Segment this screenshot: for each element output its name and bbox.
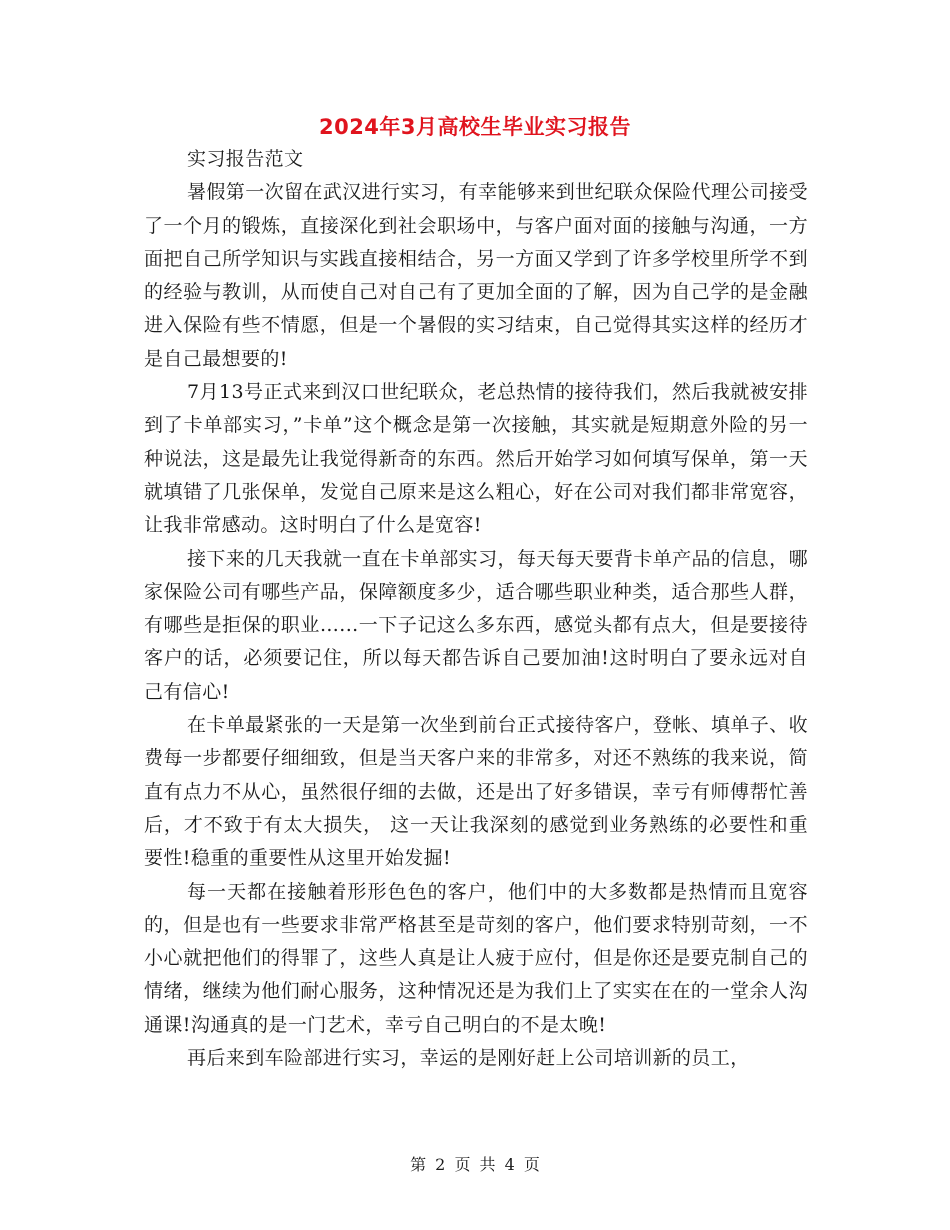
paragraph: 暑假第一次留在武汉进行实习，有幸能够来到世纪联众保险代理公司接受了一个月的锻炼，直接深化到社会职场中，与客户面对面的接触与沟通，一方面把自己所学知识与实践直接相结合，另一方面又学到了许多学校里所学不到的经验与教训，从而使自己对自己有了更加全面的了解，因为自己学的是金融进入保险有些不情愿，但是一个暑假的实习结束，自己觉得其实这样的经历才是自己最想要的! (144, 181, 808, 370)
document-title: 2024年3月高校生毕业实习报告 (318, 115, 632, 139)
paragraph: 每一天都在接触着形形色色的客户，他们中的大多数都是热情而且宽容的，但是也有一些要求非常严格甚至是苛刻的客户，他们要求特别苛刻，一不小心就把他们的得罪了，这些人真是让人疲于应付，但是你还是要克制自己的情绪，继续为他们耐心服务，这种情况还是为我们上了实实在在的一堂余人沟通课!沟通真的是一门艺术，幸亏自己明白的不是太晚! (144, 880, 808, 1036)
paragraph: 在卡单最紧张的一天是第一次坐到前台正式接待客户，登帐、填单子、收费每一步都要仔细细致，但是当天客户来的非常多，对还不熟练的我来说，简直有点力不从心，虽然很仔细的去做，还是出了好多错误，幸亏有师傅帮忙善后，才不致于有太大损失， 这一天让我深刻的感觉到业务熟练的必要性和重要性!稳重的重要性从这里开始发掘! (144, 714, 808, 870)
document-body (144, 143, 808, 1075)
paragraph: 7月13号正式来到汉口世纪联众，老总热情的接待我们，然后我就被安排到了卡单部实习，”卡单”这个概念是第一次接触，其实就是短期意外险的另一种说法，这是最先让我觉得新奇的东西。然后开始学习如何填写保单，第一天就填错了几张保单，发觉自己原来是这么粗心，好在公司对我们都非常宽容，让我非常感动。这时明白了什么是宽容! (144, 381, 808, 537)
page-number-footer: 第 2 页 共 4 页 (410, 1155, 540, 1174)
section-heading: 实习报告范文 (187, 148, 304, 170)
paragraph: 接下来的几天我就一直在卡单部实习，每天每天要背卡单产品的信息，哪家保险公司有哪些产品，保障额度多少，适合哪些职业种类，适合那些人群，有哪些是拒保的职业…...一下子记这么多东西，感觉头都有点大，但是要接待客户的话，必须要记住，所以每天都告诉自己要加油!这时明白了要永远对自己有信心! (144, 547, 808, 703)
paragraph: 再后来到车险部进行实习，幸运的是刚好赶上公司培训新的员工， (187, 1047, 750, 1070)
